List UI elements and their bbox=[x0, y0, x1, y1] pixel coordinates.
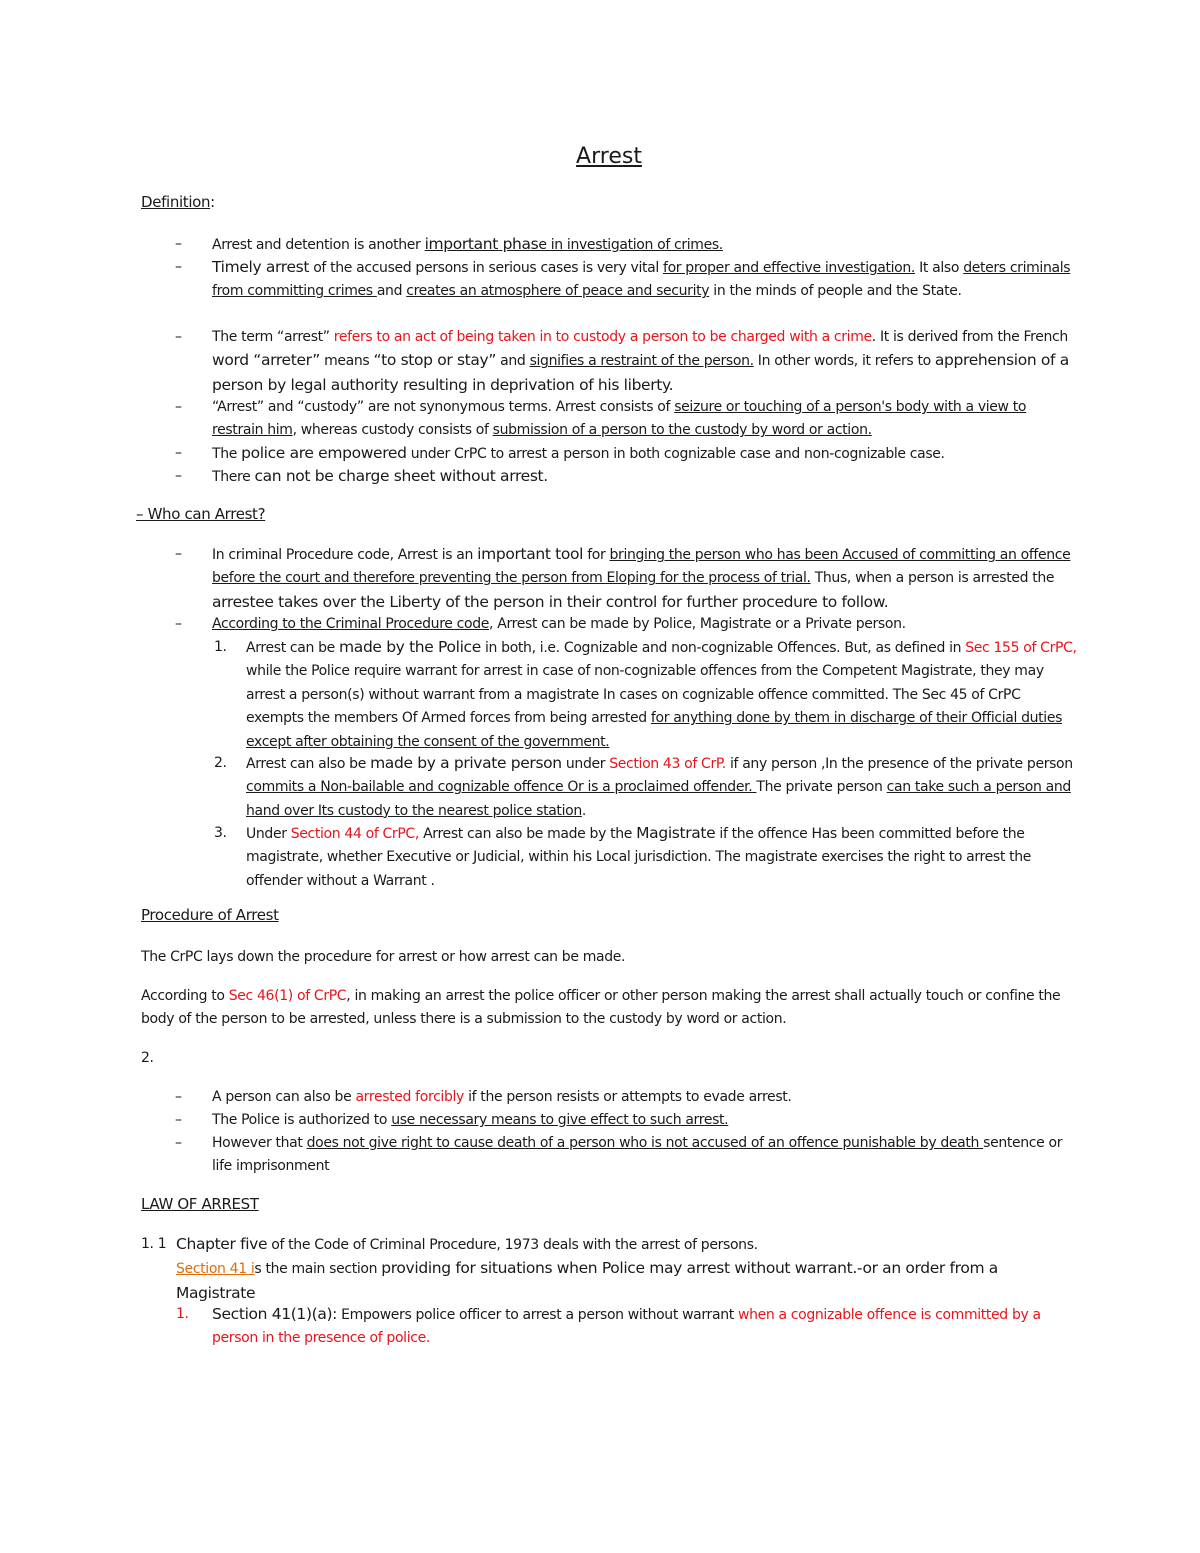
list-item-text bbox=[212, 396, 1080, 443]
bullet-dash: – bbox=[175, 1089, 182, 1105]
list-item bbox=[141, 396, 1080, 443]
law-item-text bbox=[176, 1233, 1080, 1257]
item-number: 2. bbox=[214, 755, 227, 771]
item-number: 3. bbox=[214, 825, 227, 841]
text-run: Arrest can also be bbox=[246, 756, 371, 772]
text-run: made by the Police bbox=[339, 638, 481, 656]
text-run: while the Police require warrant for arrest in case of non-cognizable offences from the Competent Magistrate, they may arrest a person(s) without warrant from a magistrate In cases on cognizable offence committed. The Sec 45 of CrPC exempts the members Of Armed forces from being arrested bbox=[246, 663, 1044, 727]
bullet-dash: – bbox=[175, 468, 182, 484]
list-item bbox=[141, 1109, 1080, 1132]
list-item-text bbox=[212, 442, 1080, 466]
law-of-arrest-heading: LAW OF ARREST bbox=[141, 1195, 259, 1213]
list-item-text bbox=[212, 326, 1080, 398]
list-item bbox=[141, 1132, 1080, 1179]
bullet-dash: – bbox=[175, 329, 182, 345]
list-item bbox=[141, 1086, 1080, 1109]
text-run: A person can also be bbox=[212, 1089, 356, 1105]
text-run: . It is derived from the French bbox=[871, 329, 1068, 345]
text-run: Arrest and detention is another bbox=[212, 237, 425, 253]
list-item bbox=[141, 233, 1080, 257]
text-run: refers to an act of being taken in to custody a person to be charged with a crime bbox=[333, 329, 872, 345]
page-title: Arrest bbox=[576, 144, 642, 169]
text-run: Section 44 of CrPC, bbox=[290, 826, 419, 842]
law-sub-item-text bbox=[212, 1303, 1080, 1351]
list-item-text bbox=[212, 1109, 1080, 1132]
text-run: for anything done by them in discharge of their Official duties except after obtaining the consent of the government. bbox=[246, 710, 1063, 750]
list-item-text bbox=[212, 1132, 1080, 1179]
text-run: seizure or touching of a person's body with a view to restrain him bbox=[212, 399, 1027, 439]
text-run: There bbox=[212, 469, 255, 485]
text-run: bringing the person who has been Accused of committing an offence before the court and therefore preventing the person from Eloping for the process of trial. bbox=[212, 547, 1071, 587]
text-run: According to bbox=[141, 988, 229, 1004]
text-run: apprehension of a person by legal authority resulting in deprivation of his liberty. bbox=[212, 351, 1069, 394]
text-run: when a cognizable offence is committed by a person in the presence of police. bbox=[212, 1307, 1041, 1347]
text-run: Arrest can be bbox=[246, 640, 340, 656]
text-run: police are empowered bbox=[241, 444, 407, 462]
numbered-item-text bbox=[246, 636, 1080, 754]
bullet-dash: – bbox=[175, 445, 182, 461]
text-run: important tool bbox=[477, 545, 584, 563]
list-item bbox=[141, 465, 1080, 489]
text-run: under CrPC to arrest a person in both cognizable case and non-cognizable case. bbox=[406, 446, 945, 462]
item-number: 1. bbox=[214, 639, 227, 655]
text-run: means bbox=[320, 353, 374, 370]
text-run: use necessary means to give effect to such arrest. bbox=[391, 1112, 729, 1128]
who-can-arrest-heading: – Who can Arrest? bbox=[136, 505, 266, 523]
numbered-item bbox=[141, 752, 1080, 823]
text-run: In other words, it refers to bbox=[753, 353, 935, 370]
list-item-text bbox=[212, 256, 1080, 304]
bullet-dash: – bbox=[175, 259, 182, 275]
bullet-dash: – bbox=[175, 236, 182, 252]
text-run: made by a private person bbox=[370, 754, 562, 772]
text-run: submission of a person to the custody by word or action. bbox=[492, 422, 872, 439]
text-run: under bbox=[561, 756, 610, 772]
text-run: Empowers police officer to arrest a person without warrant bbox=[337, 1307, 738, 1323]
text-run: word “arreter” bbox=[212, 351, 320, 370]
text-run: e in investigation of crimes. bbox=[538, 237, 723, 253]
text-run: Magistrate bbox=[636, 824, 716, 842]
text-run: Under bbox=[246, 826, 291, 842]
bullet-dash: – bbox=[175, 1135, 182, 1151]
law-sub-item bbox=[141, 1303, 1080, 1351]
list-item-text bbox=[212, 543, 1080, 615]
text-run: Chapter five bbox=[176, 1235, 268, 1253]
procedure-paragraph-1: The CrPC lays down the procedure for arrest or how arrest can be made. bbox=[141, 949, 626, 965]
numbered-item bbox=[141, 822, 1080, 893]
text-run: if any person ,In the presence of the private person bbox=[725, 756, 1073, 772]
text-run: sentence or life imprisonment bbox=[212, 1135, 1063, 1175]
text-run: and bbox=[496, 353, 530, 370]
text-run: Thus, when a person is arrested the bbox=[810, 570, 1055, 587]
text-run: for bbox=[583, 547, 610, 563]
text-run: . bbox=[581, 802, 586, 819]
text-run: in both, i.e. Cognizable and non-cognizable Offences. But, as defined in bbox=[480, 640, 966, 656]
text-run: According to the Criminal Procedure code bbox=[212, 616, 490, 632]
text-run: “Arrest” and “custody” are not synonymous terms. Arrest consists of bbox=[212, 399, 675, 415]
numbered-item-text bbox=[246, 822, 1080, 893]
bullet-dash: – bbox=[175, 1112, 182, 1128]
law-sub-item-number: 1. bbox=[176, 1306, 189, 1322]
text-run: In criminal Procedure code, Arrest is an bbox=[212, 547, 478, 563]
bullet-dash: – bbox=[175, 546, 182, 562]
text-run: Section 43 of CrP. bbox=[609, 756, 726, 772]
text-run: for proper and effective investigation. bbox=[663, 260, 916, 276]
definition-heading-text: Definition bbox=[141, 193, 211, 211]
text-run: does not give right to cause death of a person who is not accused of an offence punishable by death bbox=[306, 1135, 984, 1151]
text-run: deters criminals from committing crimes bbox=[212, 260, 1071, 300]
list-item bbox=[141, 442, 1080, 466]
text-run: arrested forcibly bbox=[355, 1089, 464, 1105]
text-run: Section 41 i bbox=[176, 1261, 255, 1278]
text-run: can take such a person and hand over Its custody to the nearest police station bbox=[246, 779, 1071, 819]
list-item bbox=[141, 543, 1080, 615]
text-run: if the person resists or attempts to evade arrest. bbox=[463, 1089, 792, 1105]
text-run: s the main section bbox=[254, 1261, 382, 1278]
list-item-text bbox=[212, 1086, 1080, 1109]
text-run: signifies a restraint of the person. bbox=[529, 353, 754, 370]
definition-heading bbox=[141, 193, 215, 211]
procedure-paragraph-2 bbox=[141, 985, 1070, 1032]
numbered-item-text bbox=[246, 752, 1080, 823]
law-item bbox=[141, 1233, 1080, 1306]
text-run: if the offence Has been committed before the magistrate, whether Executive or Judicial, within his Local jurisdiction. The magistrate exercises the right to arrest the offender without a Warrant . bbox=[246, 826, 1032, 889]
text-run: , in making an arrest the police officer or other person making the arrest shall actually touch or confine the body of the person to be arrested, unless there is a submission to the custody by word or action. bbox=[141, 988, 1061, 1028]
text-run: of the accused persons in serious cases is very vital bbox=[309, 260, 663, 276]
definition-colon: : bbox=[210, 193, 215, 211]
text-run: The term “arrest” bbox=[212, 329, 334, 345]
text-run: Sec 46(1) of CrPC bbox=[228, 988, 347, 1004]
list-item-text bbox=[212, 465, 1080, 489]
text-run: The bbox=[212, 446, 242, 462]
text-run: in the minds of people and the State. bbox=[709, 283, 962, 300]
text-run: It also bbox=[915, 260, 964, 276]
text-run: “to stop or stay” bbox=[373, 351, 497, 370]
text-run: and bbox=[376, 283, 407, 300]
law-item-number: 1. 1 bbox=[141, 1236, 167, 1252]
text-run: of the Code of Criminal Procedure, 1973 deals with the arrest of persons. bbox=[267, 1237, 758, 1253]
law-item-line-2 bbox=[176, 1257, 1080, 1306]
list-item bbox=[141, 256, 1080, 304]
text-run: However that bbox=[212, 1135, 307, 1151]
text-run: Arrest can also be made by the bbox=[418, 826, 637, 842]
list-item-text bbox=[212, 233, 1080, 257]
bullet-dash: – bbox=[175, 616, 182, 632]
text-run: , Arrest can be made by Police, Magistrate or a Private person. bbox=[489, 616, 906, 632]
text-run: Sec 155 of CrPC, bbox=[965, 640, 1077, 656]
list-item-text bbox=[212, 613, 1080, 636]
text-run: , whereas custody consists of bbox=[292, 422, 493, 439]
text-run: The private person bbox=[756, 779, 887, 796]
text-run: creates an atmosphere of peace and security bbox=[406, 283, 710, 300]
list-item bbox=[141, 613, 1080, 636]
text-run: Timely arrest bbox=[212, 258, 310, 276]
bullet-dash: – bbox=[175, 399, 182, 415]
text-run: can not be charge sheet without arrest. bbox=[254, 467, 548, 485]
text-run: commits a Non-bailable and cognizable offence Or is a proclaimed offender. bbox=[246, 779, 757, 796]
numbered-item bbox=[141, 636, 1080, 754]
text-run: Section 41(1)(a): bbox=[212, 1305, 338, 1323]
list-item bbox=[141, 326, 1080, 398]
text-run: The Police is authorized to bbox=[212, 1112, 392, 1128]
text-run: arrestee takes over the Liberty of the person in their control for further procedure to follow. bbox=[212, 592, 889, 611]
procedure-heading: Procedure of Arrest bbox=[141, 906, 279, 924]
procedure-item-number: 2. bbox=[141, 1050, 154, 1066]
text-run: important phas bbox=[424, 235, 539, 253]
text-run: providing for situations when Police may arrest without warrant.-or an order from a Magistrate bbox=[176, 1259, 998, 1302]
